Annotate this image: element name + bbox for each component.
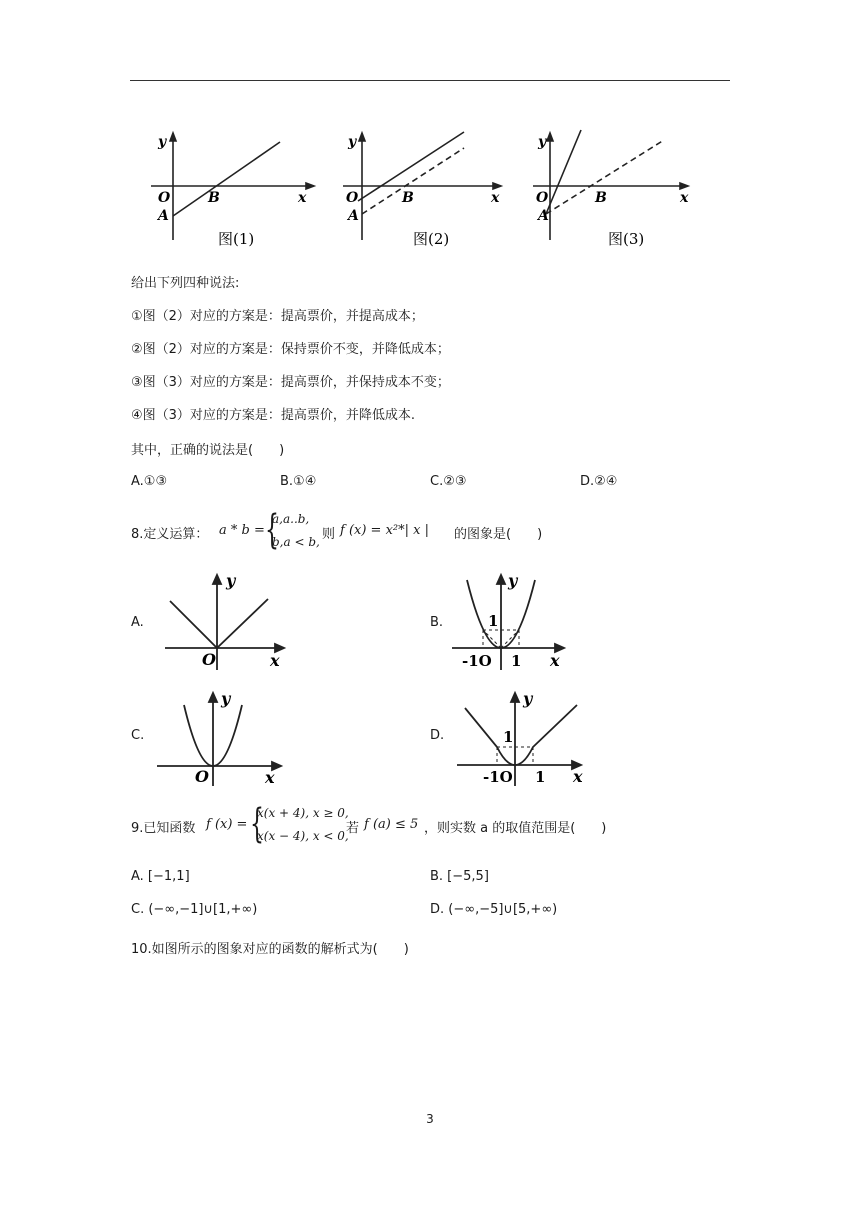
y-axis-label: y	[508, 571, 518, 590]
q8-lhs: a * b =	[219, 523, 265, 538]
q7-statement-1: ①图（2）对应的方案是：提高票价，并提高成本；	[131, 309, 424, 324]
q9-condition: f (a) ≤ 5	[364, 817, 419, 832]
page-number: 3	[426, 1112, 434, 1126]
piecewise-curve	[465, 705, 577, 765]
origin-label: O	[346, 190, 359, 206]
neg-one-origin-label: -1O	[462, 652, 492, 670]
q7-statement-4: ④图（3）对应的方案是：提高票价，并降低成本.	[131, 408, 416, 423]
q9-option-a: A. [−1,1]	[131, 869, 190, 884]
q9-cond-prefix: 若	[346, 821, 360, 836]
q7-question: 其中，正确的说法是( )	[131, 443, 285, 458]
one-label: 1	[488, 612, 499, 630]
y-axis-label: y	[158, 134, 167, 150]
one-tick-label: 1	[535, 768, 546, 786]
point-b-label: B	[595, 190, 607, 206]
q7-option-d: D.②④	[580, 474, 618, 489]
y-axis-label: y	[538, 134, 547, 150]
y-axis-label: y	[226, 571, 236, 590]
header-rule	[130, 80, 730, 81]
q9-option-d: D. (−∞,−5]∪[5,+∞)	[430, 902, 558, 917]
q9-brace: {	[250, 801, 264, 847]
q8-option-a-label: A.	[131, 615, 144, 630]
figure-1	[146, 128, 321, 253]
point-b-label: B	[402, 190, 414, 206]
q9-case-1: x(x + 4), x ≥ 0,	[257, 806, 349, 820]
q10-text: 10.如图所示的图象对应的函数的解析式为( )	[131, 942, 409, 957]
q7-statement-2: ②图（2）对应的方案是：保持票价不变，并降低成本；	[131, 342, 450, 357]
q7-option-a: A.①③	[131, 474, 168, 489]
q8-function: f (x) = x²*| x |	[340, 523, 429, 538]
x-axis-label: x	[573, 767, 583, 786]
q8-prefix: 8.定义运算：	[131, 527, 209, 542]
q8-case-1: a,a..b,	[272, 512, 310, 526]
y-axis-label: y	[523, 689, 533, 708]
q8-graph-a	[160, 570, 290, 680]
x-axis-label: x	[550, 651, 560, 670]
x-axis-label: x	[491, 190, 500, 206]
one-tick-label: 1	[511, 652, 522, 670]
one-label: 1	[503, 728, 514, 746]
x-axis-label: x	[680, 190, 689, 206]
x-axis-label: x	[298, 190, 307, 206]
point-a-label: A	[158, 208, 169, 224]
y-axis-label: y	[221, 689, 231, 708]
point-a-label: A	[538, 208, 549, 224]
q7-option-c: C.②③	[430, 474, 467, 489]
figure-caption: 图(1)	[218, 230, 255, 248]
q9-lhs: f (x) =	[206, 817, 248, 832]
q8-graph-c	[155, 688, 285, 788]
point-a-label: A	[348, 208, 359, 224]
origin-label: O	[158, 190, 171, 206]
q7-option-b: B.①④	[280, 474, 317, 489]
q8-mid: 则	[322, 527, 336, 542]
origin-label: O	[202, 650, 216, 669]
q8-graph-b	[450, 570, 575, 680]
q8-suffix: 的图象是( )	[454, 527, 543, 542]
x-axis-label: x	[265, 768, 275, 787]
point-b-label: B	[208, 190, 220, 206]
q8-case-2: b,a < b,	[272, 535, 320, 549]
figure-3	[528, 128, 703, 253]
q8-graph-d	[455, 688, 590, 788]
q7-statement-3: ③图（3）对应的方案是：提高票价，并保持成本不变；	[131, 375, 450, 390]
origin-label: O	[536, 190, 549, 206]
q9-option-c: C. (−∞,−1]∪[1,+∞)	[131, 902, 258, 917]
q8-brace: {	[265, 507, 279, 553]
q9-case-2: x(x − 4), x < 0,	[257, 829, 349, 843]
q9-prefix: 9.已知函数	[131, 821, 196, 836]
origin-label: O	[195, 767, 209, 786]
q8-option-b-label: B.	[430, 615, 444, 630]
q8-option-d-label: D.	[430, 728, 445, 743]
x-axis-label: x	[270, 651, 280, 670]
q7-intro: 给出下列四种说法:	[131, 276, 240, 291]
q9-suffix: ，则实数 a 的取值范围是( )	[424, 821, 607, 836]
q8-option-c-label: C.	[131, 728, 145, 743]
figure-2	[338, 128, 513, 253]
figure-caption: 图(3)	[608, 230, 645, 248]
y-axis-label: y	[348, 134, 357, 150]
q9-option-b: B. [−5,5]	[430, 869, 489, 884]
neg-one-origin-label: -1O	[483, 768, 513, 786]
figure-caption: 图(2)	[413, 230, 450, 248]
